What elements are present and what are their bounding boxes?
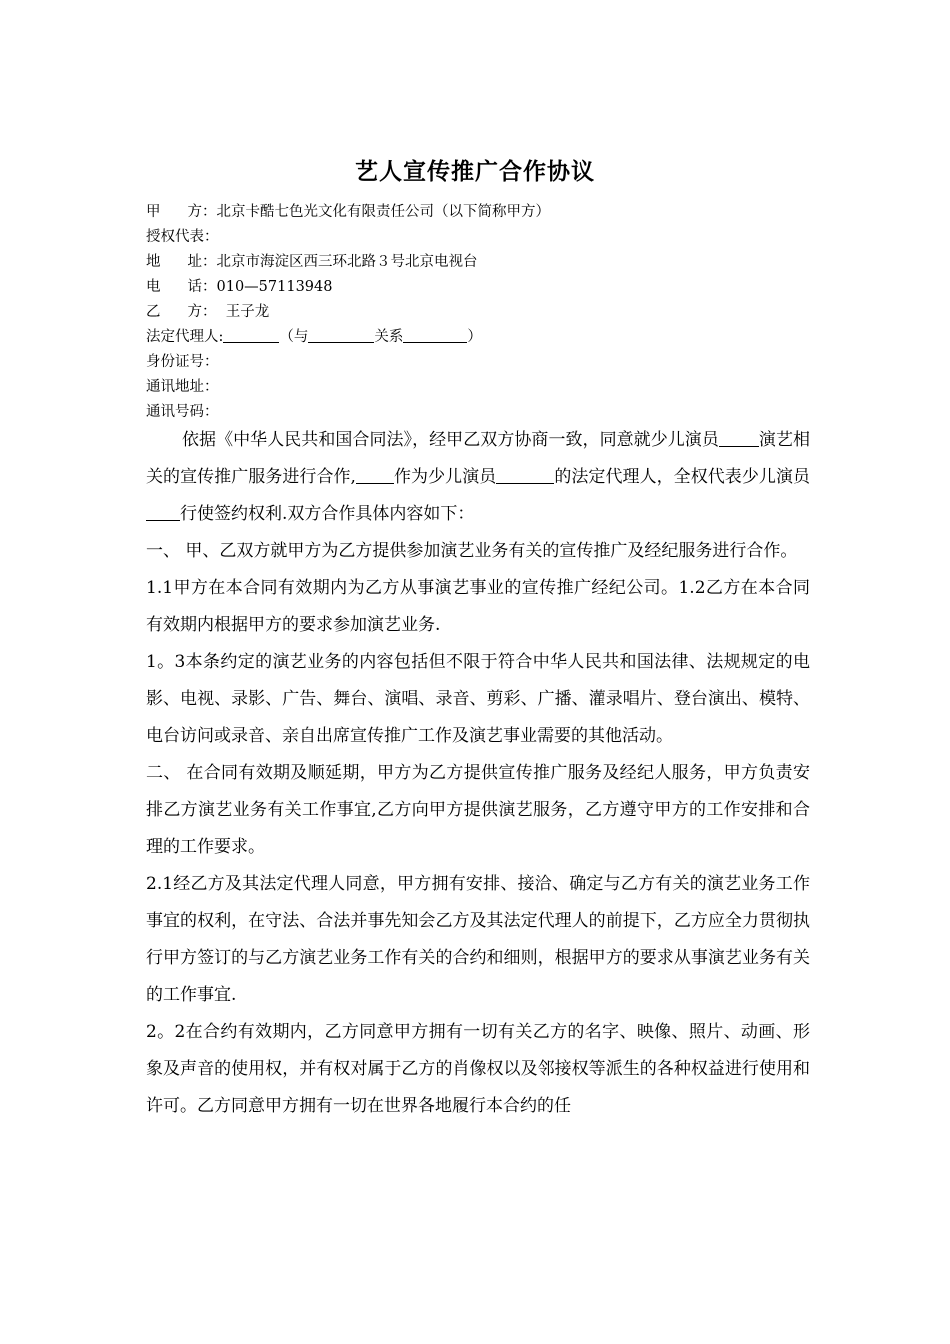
- id-number-line: [146, 350, 826, 375]
- party-info-block: [146, 200, 826, 425]
- authorized-rep-line: [146, 225, 826, 250]
- mail-address-line: [146, 375, 826, 400]
- clause-2-1: 2.1经乙方及其法定代理人同意，甲方拥有安排、接洽、确定与乙方有关的演艺业务工作事宜的权利，在守法、合法并事先知会乙方及其法定代理人的前提下，乙方应全力贯彻执行甲方签订的与乙方演艺业务工作有关的合约和细则，根据甲方的要求从事演艺业务有关的工作事宜.: [146, 874, 810, 1005]
- clause-1: 一、 甲、乙双方就甲方为乙方提供参加演艺业务有关的宣传推广及经纪服务进行合作。: [146, 541, 798, 561]
- legal-rep-mid1: （与: [279, 329, 309, 345]
- clause-2: 二、 在合同有效期及顺延期，甲方为乙方提供宣传推广服务及经纪人服务，甲方负责安排乙方演艺业务有关工作事宜,乙方向甲方提供演艺服务，乙方遵守甲方的工作安排和合理的工作要求。: [146, 763, 810, 857]
- intro-paragraph: 依据《中华人民共和国合同法》，经甲乙双方协商一致，同意就少儿演员 演艺相关的宣传推广服务进行合作, 作为少儿演员 的法定代理人，全权代表少儿演员行使签约权利.双方合作具体内容如下：: [146, 430, 811, 524]
- address-value: 北京市海淀区西三环北路３号北京电视台: [216, 254, 478, 270]
- contact-number-label: 通讯号码：: [146, 404, 219, 420]
- legal-rep-end: ）: [467, 329, 482, 345]
- contract-body: [146, 422, 810, 1125]
- child-name-blank: [719, 430, 759, 447]
- phone-line: [146, 275, 826, 300]
- colon: ：: [202, 279, 217, 295]
- mail-address-label: 通讯地址：: [146, 379, 219, 395]
- colon: ：: [202, 204, 217, 220]
- legal-rep-label: 法定代理人:: [146, 329, 224, 345]
- guardian-name-blank: [356, 467, 394, 484]
- party-b-value: 王子龙: [216, 304, 270, 320]
- child-name-blank-2: [496, 467, 554, 484]
- address-label: 地 址: [146, 254, 202, 270]
- party-a-line: [146, 200, 826, 225]
- legal-rep-blank: [223, 326, 279, 343]
- colon: ：: [202, 254, 217, 270]
- party-a-value: 北京卡酷七色光文化有限责任公司（以下简称甲方）: [216, 204, 550, 220]
- relation-type-blank: [403, 326, 467, 343]
- legal-rep-line: [146, 325, 826, 350]
- phone-value: 010—57113948: [216, 279, 333, 295]
- clause-1-3: 1。3本条约定的演艺业务的内容包括但不限于符合中华人民共和国法律、法规规定的电影、电视、录影、广告、舞台、演唱、录音、剪彩、广播、灌录唱片、登台演出、模特、电台访问或录音、亲自出席宣传推广工作及演艺事业需要的其他活动。: [146, 652, 810, 746]
- phone-label: 电 话: [146, 279, 202, 295]
- address-line: [146, 250, 826, 275]
- colon: ：: [202, 304, 217, 320]
- party-a-label: 甲 方: [146, 204, 202, 220]
- child-name-blank-3: [146, 504, 180, 521]
- authorized-rep-label: 授权代表：: [146, 229, 219, 245]
- party-b-label: 乙 方: [146, 304, 202, 320]
- relation-blank: [308, 326, 374, 343]
- clause-2-2: 2。2在合约有效期内，乙方同意甲方拥有一切有关乙方的名字、映像、照片、动画、形象及声音的使用权，并有权对属于乙方的肖像权以及邻接权等派生的各种权益进行使用和许可。乙方同意甲方拥有一切在世界各地履行本合约的任: [146, 1022, 810, 1116]
- id-number-label: 身份证号：: [146, 354, 219, 370]
- party-b-line: [146, 300, 826, 325]
- legal-rep-mid2: 关系: [374, 329, 404, 345]
- clause-1-1: 1.1甲方在本合同有效期内为乙方从事演艺事业的宣传推广经纪公司。1.2乙方在本合同有效期内根据甲方的要求参加演艺业务.: [146, 578, 810, 635]
- document-title: 艺人宣传推广合作协议: [355, 158, 595, 185]
